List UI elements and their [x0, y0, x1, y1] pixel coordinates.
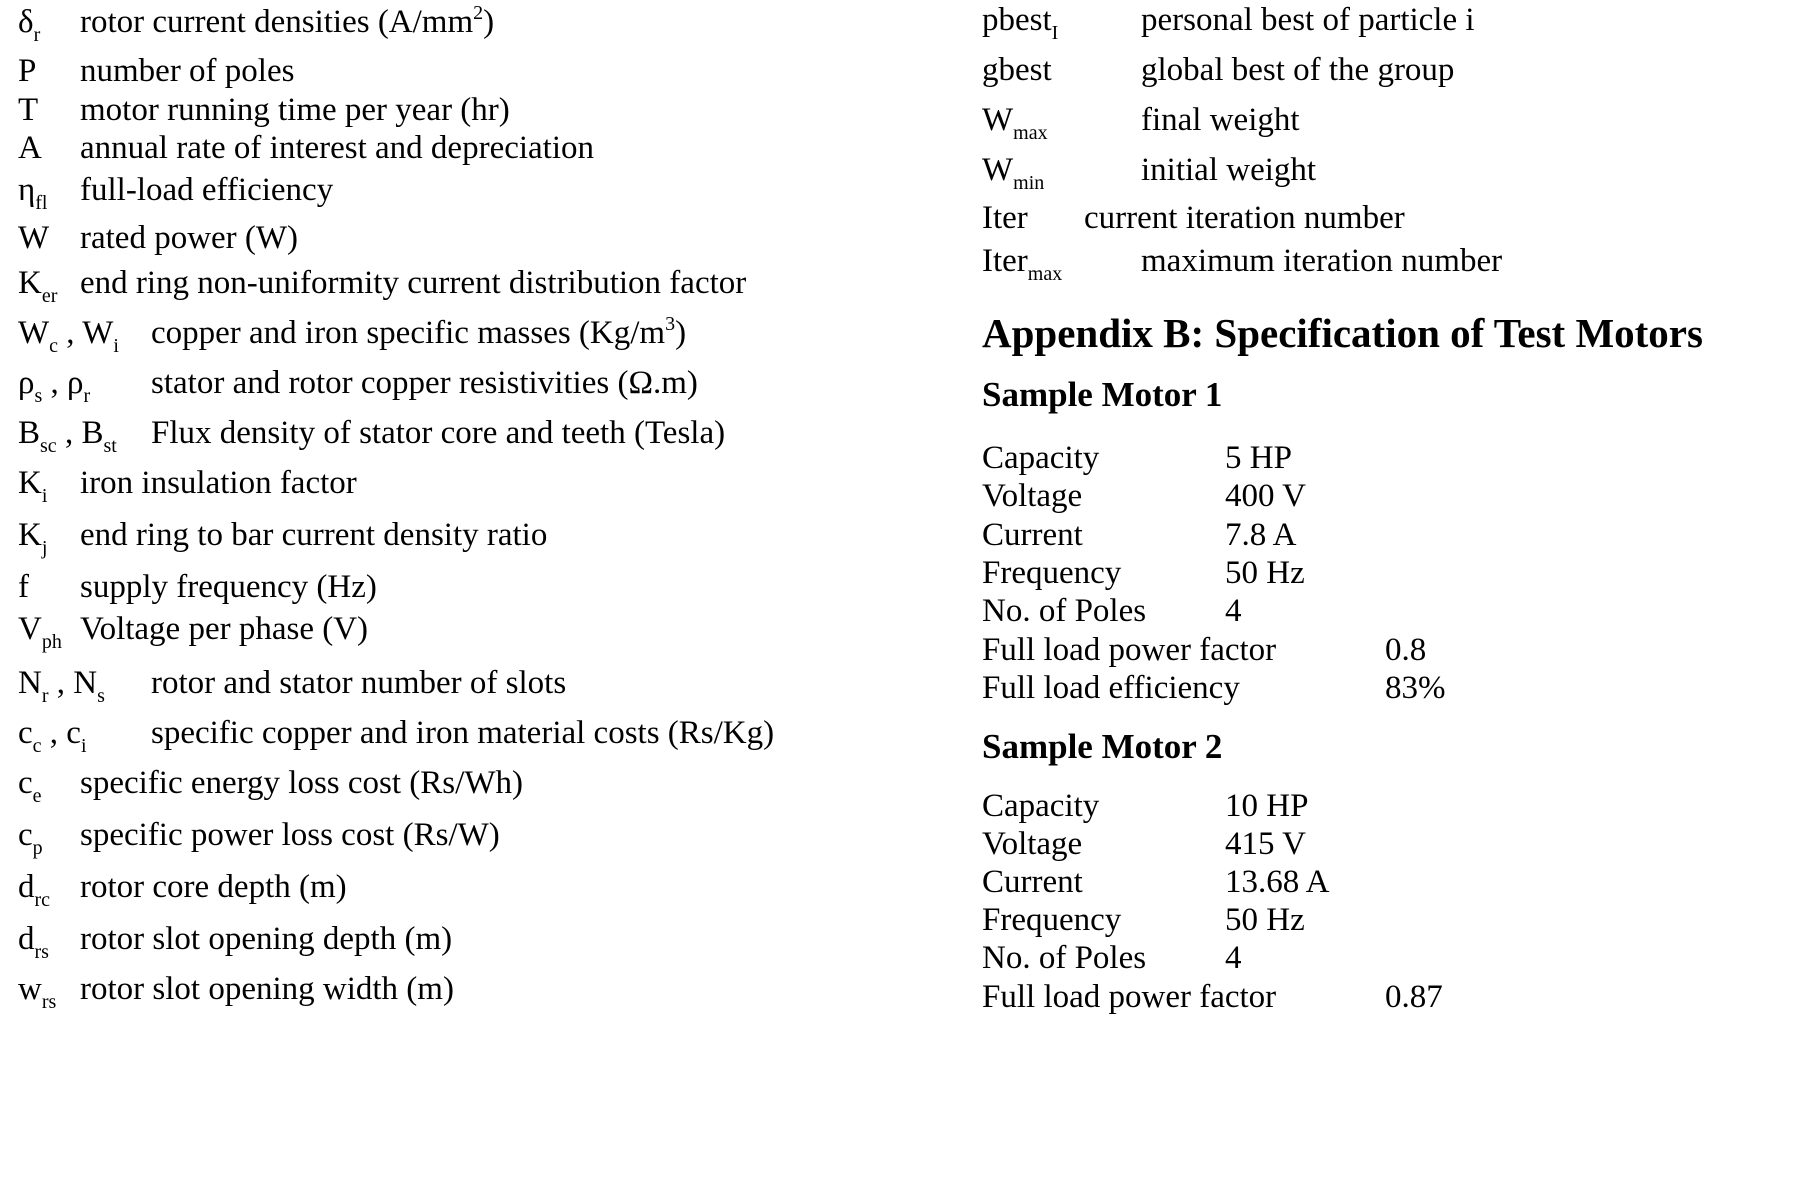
spec-label: Frequency — [982, 555, 1122, 591]
description: current iteration number — [1084, 200, 1405, 236]
description: rotor slot opening depth (m) — [80, 921, 453, 957]
spec-label: No. of Poles — [982, 940, 1147, 976]
spec-value: 4 — [1225, 940, 1242, 976]
symbol: $B_{sc}$ , $B_{st}$ — [18, 415, 117, 457]
symbol: pbest$_I$ — [982, 2, 1059, 44]
symbol: $K_i$ — [18, 465, 48, 507]
description: rotor current densities $(A/mm^2)$ — [80, 2, 495, 40]
description: rated power (W) — [80, 220, 299, 256]
description: end ring to bar current density ratio — [80, 517, 548, 553]
spec-value: 400 V — [1225, 478, 1306, 514]
spec-label: Full load power factor — [982, 632, 1277, 668]
description: iron insulation factor — [80, 465, 357, 501]
symbol: f — [18, 569, 29, 605]
symbol: $c_p$ — [18, 817, 43, 859]
spec-value: 0.8 — [1385, 632, 1427, 668]
spec-value: 13.68 A — [1225, 864, 1330, 900]
description: rotor core depth (m) — [80, 869, 347, 905]
symbol: $\delta_r$ — [18, 4, 41, 46]
description: specific power loss cost (Rs/W) — [80, 817, 500, 853]
description: initial weight — [1141, 152, 1317, 188]
symbol: $V_{ph}$ — [18, 611, 62, 653]
description: end ring non-uniformity current distribution factor — [80, 265, 747, 301]
description: annual rate of interest and depreciation — [80, 130, 595, 166]
symbol: Iter — [982, 200, 1028, 236]
motor-1-title: Sample Motor 1 — [982, 375, 1223, 414]
spec-label: Frequency — [982, 902, 1122, 938]
description: copper and iron specific masses $(Kg/m^3)$ — [151, 313, 687, 351]
symbol: $\eta_{fl}$ — [18, 172, 48, 214]
description: stator and rotor copper resistivities (Ω.m) — [151, 365, 698, 401]
spec-value: 415 V — [1225, 826, 1306, 862]
description: rotor and stator number of slots — [151, 665, 567, 701]
symbol: $N_r$ , $N_s$ — [18, 665, 105, 707]
description: specific copper and iron material costs (Rs/Kg) — [151, 715, 775, 751]
symbol: $K_j$ — [18, 517, 48, 559]
description: rotor slot opening width (m) — [80, 971, 454, 1007]
spec-value: 50 Hz — [1225, 555, 1305, 591]
spec-value: 4 — [1225, 593, 1242, 629]
symbol: W — [18, 220, 50, 256]
symbol: A — [18, 130, 42, 166]
symbol: $d_{rs}$ — [18, 921, 49, 963]
appendix-title: Appendix B: Specification of Test Motors — [982, 310, 1703, 356]
spec-value: 10 HP — [1225, 788, 1309, 824]
description: Voltage per phase (V) — [80, 611, 369, 647]
symbol: P — [18, 53, 37, 89]
spec-label: No. of Poles — [982, 593, 1147, 629]
spec-label: Current — [982, 864, 1083, 900]
spec-value: 0.87 — [1385, 979, 1443, 1015]
symbol: $d_{rc}$ — [18, 869, 51, 911]
spec-label: Capacity — [982, 788, 1100, 824]
spec-label: Current — [982, 517, 1083, 553]
spec-label: Full load power factor — [982, 979, 1277, 1015]
description: personal best of particle i — [1141, 2, 1475, 38]
description: Flux density of stator core and teeth (Tesla) — [151, 415, 726, 451]
symbol: gbest — [982, 52, 1052, 88]
spec-value: 7.8 A — [1225, 517, 1297, 553]
description: number of poles — [80, 53, 295, 89]
description: maximum iteration number — [1141, 243, 1503, 279]
spec-label: Voltage — [982, 478, 1083, 514]
symbol: $\rho_s$ , $\rho_r$ — [18, 365, 91, 407]
symbol: T — [18, 92, 39, 128]
description: motor running time per year (hr) — [80, 92, 510, 128]
spec-label: Voltage — [982, 826, 1083, 862]
symbol: $W_{min}$ — [982, 152, 1045, 194]
spec-label: Capacity — [982, 440, 1100, 476]
description: specific energy loss cost (Rs/Wh) — [80, 765, 523, 801]
symbol: $c_e$ — [18, 765, 42, 807]
description: global best of the group — [1141, 52, 1455, 88]
symbol: $W_c$ , $W_i$ — [18, 315, 119, 357]
spec-value: 5 HP — [1225, 440, 1292, 476]
spec-value: 50 Hz — [1225, 902, 1305, 938]
motor-2-title: Sample Motor 2 — [982, 727, 1223, 766]
description: final weight — [1141, 102, 1300, 138]
description: supply frequency (Hz) — [80, 569, 377, 605]
description: full-load efficiency — [80, 172, 334, 208]
symbol: $w_{rs}$ — [18, 971, 57, 1013]
spec-label: Full load efficiency — [982, 670, 1240, 706]
symbol: $c_c$ , $c_i$ — [18, 715, 87, 757]
symbol: Iter$_{max}$ — [982, 243, 1063, 285]
spec-value: 83% — [1385, 670, 1446, 706]
symbol: $W_{max}$ — [982, 102, 1048, 144]
symbol: $K_{er}$ — [18, 265, 58, 307]
